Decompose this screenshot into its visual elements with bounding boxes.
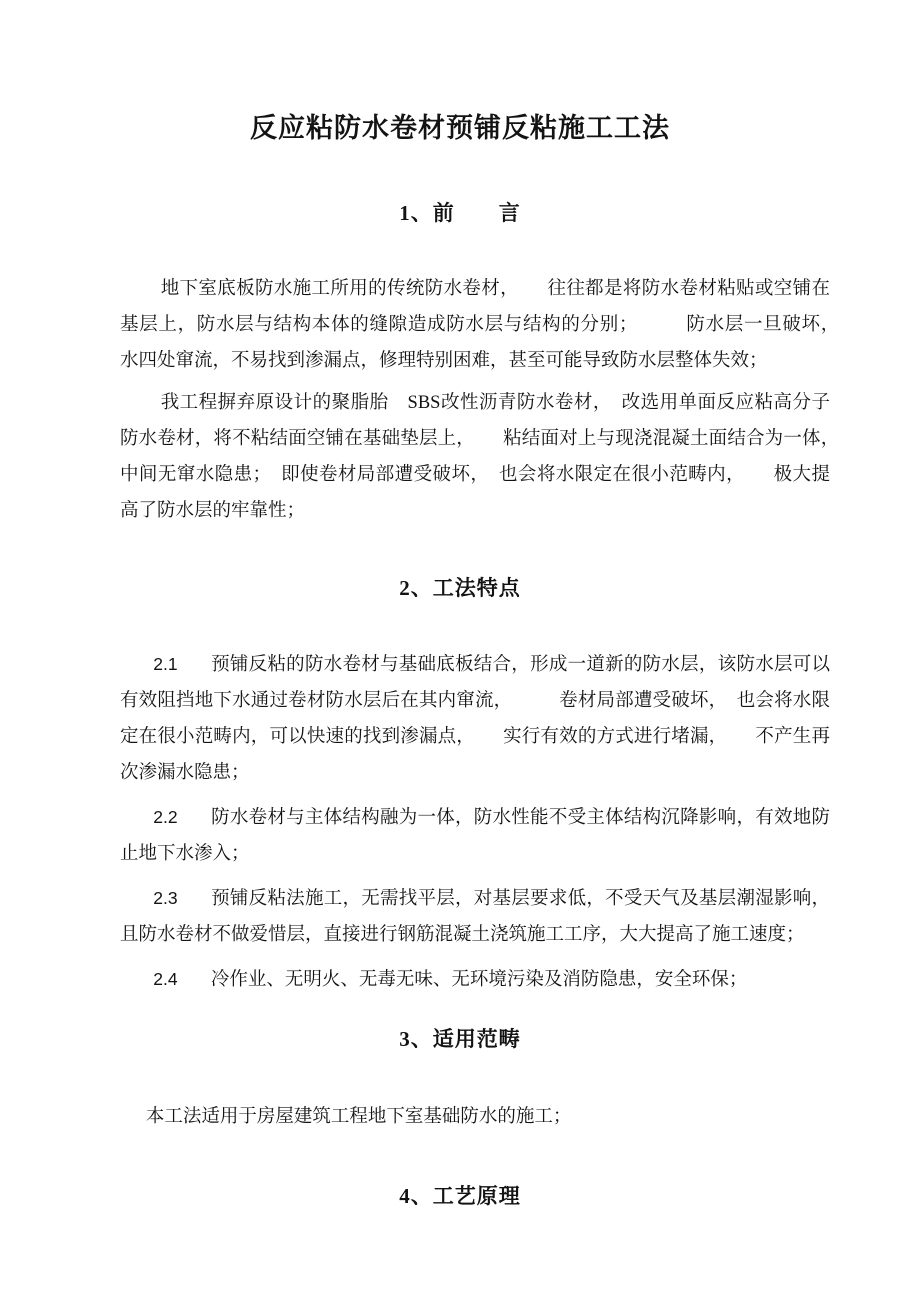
section-1-heading: 1、前 言 — [399, 201, 521, 225]
feature-item-text: 防水卷材与主体结构融为一体，防水性能不受主体结构沉降影响，有效地防止地下水渗入； — [120, 808, 830, 864]
feature-item-text: 冷作业、无明火、无毒无味、无环境污染及消防隐患，安全环保； — [210, 970, 748, 990]
feature-item-number: 2.3 — [153, 888, 178, 908]
feature-item-text: 预铺反粘法施工，无需找平层，对基层要求低，不受天气及基层潮湿影响，且防水卷材不做爱惜层，直接进行钢筋混凝土浇筑施工工序，大大提高了施工速度； — [120, 889, 830, 945]
section-3-heading: 3、适用范畴 — [399, 1027, 521, 1051]
feature-item-2-2 — [120, 799, 830, 872]
feature-item-number: 2.1 — [153, 654, 178, 674]
section-3-paragraph-1: 本工法适用于房屋建筑工程地下室基础防水的施工； — [145, 1107, 572, 1127]
feature-item-number: 2.4 — [153, 969, 178, 989]
section-2-heading: 2、工法特点 — [399, 576, 521, 600]
feature-item-2-4 — [120, 961, 830, 998]
section-4-heading: 4、工艺原理 — [399, 1184, 521, 1208]
feature-item-number: 2.2 — [153, 807, 178, 827]
section-1-paragraph-1: 地下室底板防水施工所用的传统防水卷材， 往往都是将防水卷材粘贴或空铺在基层上，防水层与结构本体的缝隙造成防水层与结构的分别； 防水层一旦破坏， 水四处窜流，不易找到渗漏点，修理特别困难，甚至可能导致防水层整体失效； — [120, 279, 849, 371]
document-title: 反应粘防水卷材预铺反粘施工工法 — [250, 113, 670, 143]
feature-item-2-3 — [120, 880, 830, 953]
feature-item-text: 预铺反粘的防水卷材与基础底板结合，形成一道新的防水层，该防水层可以有效阻挡地下水通过卷材防水层后在其内窜流， 卷材局部遭受破坏， 也会将水限定在很小范畴内，可以快速的找到渗漏点， 实行有效的方式进行堵漏， 不产生再次渗漏水隐患； — [120, 655, 830, 783]
feature-item-2-1 — [120, 646, 830, 791]
section-1-paragraph-2: 我工程摒弃原设计的聚脂胎 SBS改性沥青防水卷材， 改选用单面反应粘高分子防水卷材，将不粘结面空铺在基础垫层上， 粘结面对上与现浇混凝土面结合为一体， 中间无窜水隐患； 即使卷材局部遭受破坏， 也会将水限定在很小范畴内， 极大提高了防水层的牢靠性； — [120, 393, 868, 521]
